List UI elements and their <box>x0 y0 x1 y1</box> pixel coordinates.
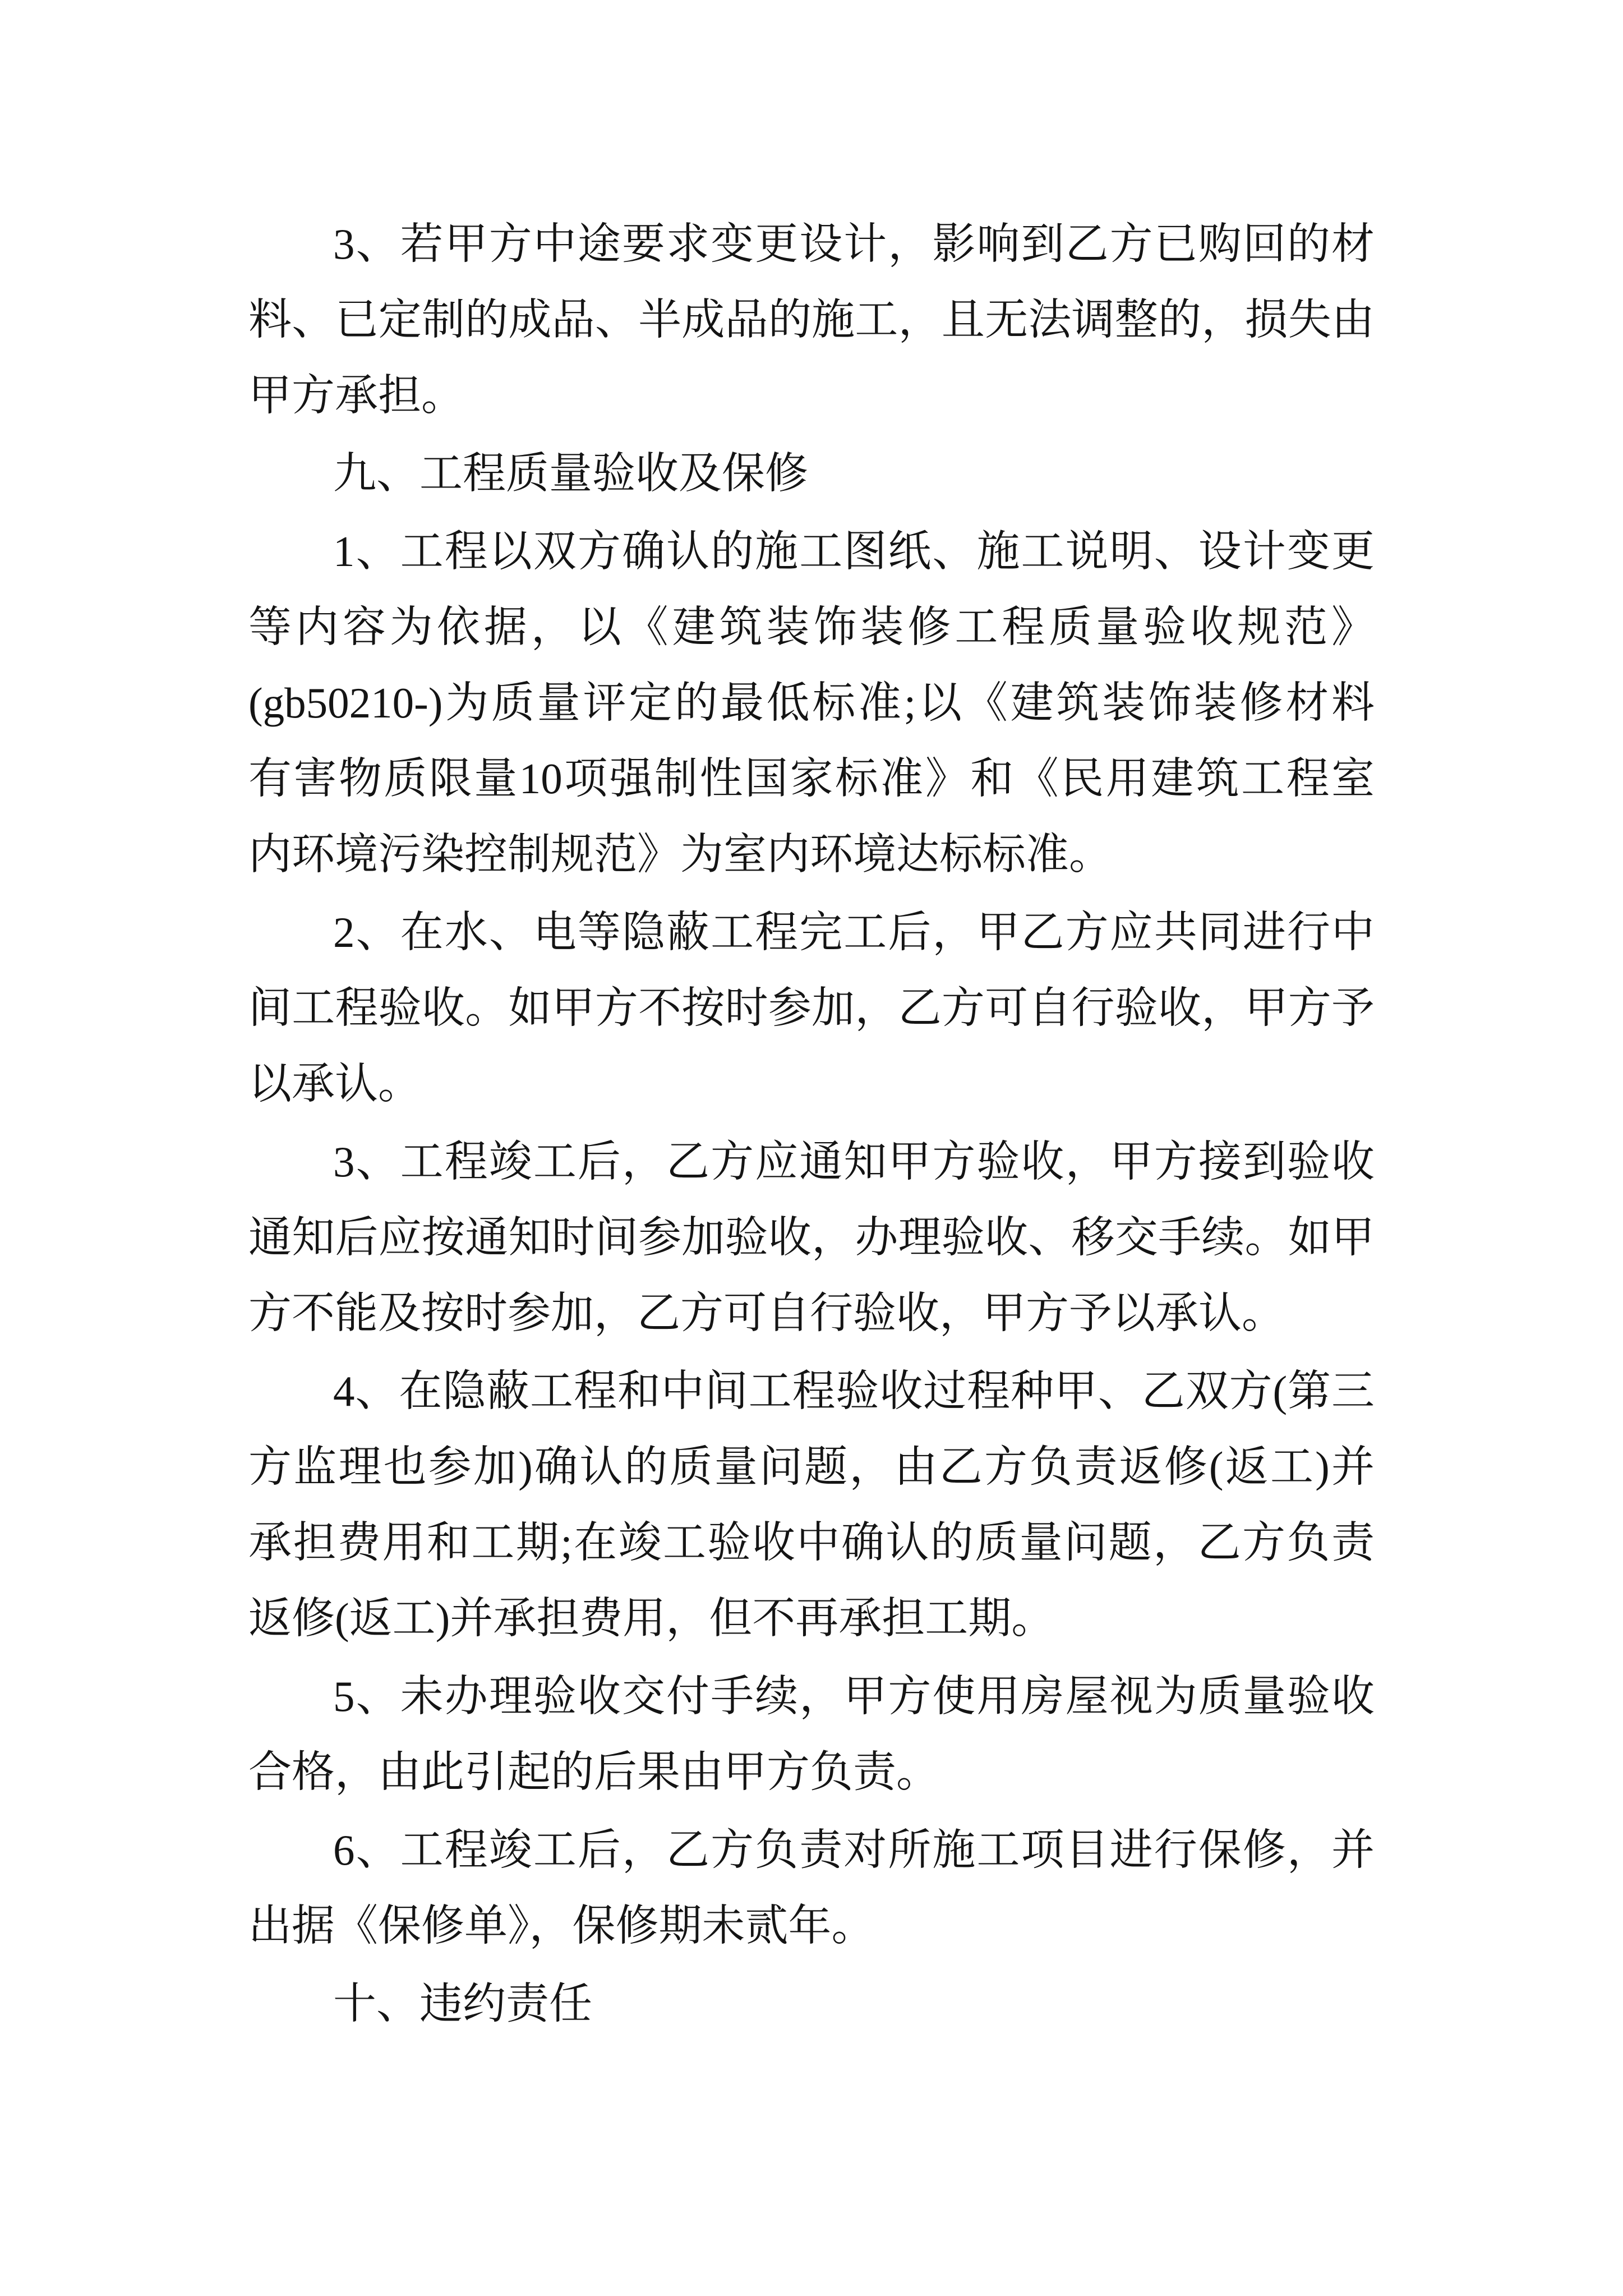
clause-paragraph <box>248 1659 1375 1810</box>
paragraph-line: 有害物质限量10项强制性国家标准》和《民用建筑工程室 <box>248 754 1375 803</box>
clause-paragraph <box>248 1354 1375 1657</box>
paragraph-line: 1、工程以双方确认的施工图纸、施工说明、设计变更 <box>333 527 1375 576</box>
section-heading <box>248 436 1375 512</box>
paragraph-line: 2、在水、电等隐蔽工程完工后，甲乙方应共同进行中 <box>333 908 1375 956</box>
paragraph-line: 通知后应按通知时间参加验收，办理验收、移交手续。如甲 <box>248 1213 1375 1262</box>
section-heading <box>248 1966 1375 2042</box>
paragraph-line: 方监理也参加)确认的质量问题，由乙方负责返修(返工)并 <box>248 1443 1375 1491</box>
paragraph-line: 4、在隐蔽工程和中间工程验收过程种甲、乙双方(第三 <box>333 1367 1375 1415</box>
paragraph-line: 间工程验收。如甲方不按时参加，乙方可自行验收，甲方予 <box>248 984 1375 1032</box>
section-heading-text: 十、违约责任 <box>333 1980 592 2028</box>
paragraph-line: 6、工程竣工后，乙方负责对所施工项目进行保修，并 <box>333 1826 1375 1874</box>
paragraph-line: 返修(返工)并承担费用，但不再承担工期。 <box>248 1594 1055 1642</box>
clause-paragraph <box>248 206 1375 434</box>
clause-paragraph <box>248 1812 1375 1964</box>
paragraph-line: 内环境污染控制规范》为室内环境达标标准。 <box>248 830 1112 878</box>
paragraph-line: (gb50210-)为质量评定的最低标准;以《建筑装饰装修材料 <box>248 679 1375 727</box>
clause-paragraph <box>248 895 1375 1122</box>
paragraph-line: 3、若甲方中途要求变更设计，影响到乙方已购回的材 <box>333 220 1375 268</box>
paragraph-line: 3、工程竣工后，乙方应通知甲方验收，甲方接到验收 <box>333 1138 1375 1186</box>
paragraph-line: 出据《保修单》，保修期未贰年。 <box>248 1902 875 1950</box>
clause-paragraph <box>248 1124 1375 1351</box>
paragraph-line: 承担费用和工期;在竣工验收中确认的质量问题，乙方负责 <box>248 1519 1375 1567</box>
paragraph-line: 以承认。 <box>248 1060 421 1108</box>
paragraph-line: 等内容为依据，以《建筑装饰装修工程质量验收规范》 <box>248 603 1375 651</box>
paragraph-line: 料、已定制的成品、半成品的施工，且无法调整的，损失由 <box>248 296 1375 344</box>
document-body <box>248 206 1375 2044</box>
paragraph-line: 甲方承担。 <box>248 371 464 420</box>
paragraph-line: 方不能及按时参加，乙方可自行验收，甲方予以承认。 <box>248 1289 1285 1337</box>
paragraph-line: 合格，由此引起的后果由甲方负责。 <box>248 1748 939 1796</box>
section-heading-text: 九、工程质量验收及保修 <box>333 449 808 498</box>
clause-paragraph <box>248 514 1375 892</box>
paragraph-line: 5、未办理验收交付手续，甲方使用房屋视为质量验收 <box>333 1672 1375 1720</box>
